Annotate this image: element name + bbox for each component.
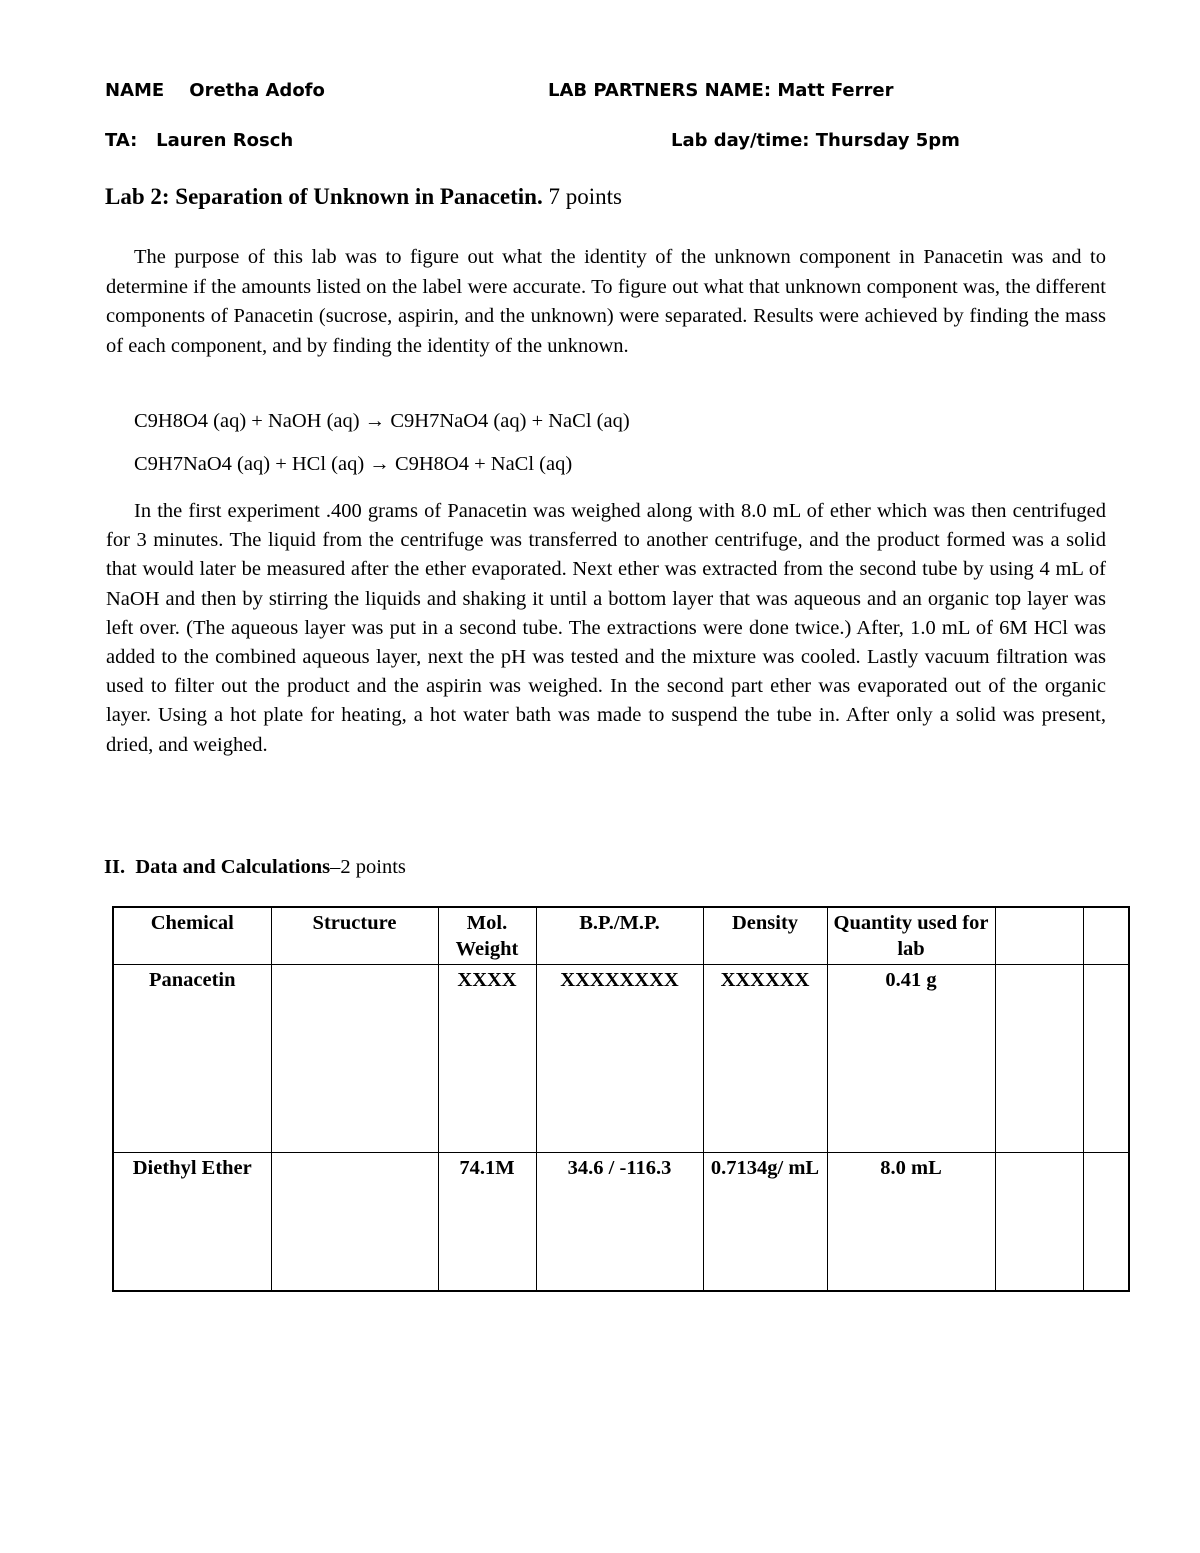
table-header-cell: Chemical [113,907,271,965]
name-value: Oretha Adofo [189,80,325,101]
ta-value: Lauren Rosch [156,130,294,151]
name-field [105,80,325,101]
table-cell [995,1153,1083,1291]
purpose-text: The purpose of this lab was to figure out what the identity of the unknown component in Panacetin was and to determine if the amounts listed on the label were accurate. To figure out what that unknown component was, the different components of Panacetin (sucrose, aspirin, and the unknown) were separated. Results were achieved by finding the mass of each component, and by finding the identity of the unknown. [106,246,1106,357]
equation-1-right: C9H7NaO4 (aq) + NaCl (aq) [390,410,630,432]
table-row [113,1153,1129,1291]
arrow-right-icon: → [364,410,386,432]
title-main: Lab 2: Separation of Unknown in Panacetin. [105,184,543,209]
table-cell: 34.6 / -116.3 [536,1153,703,1291]
ta-field [105,130,293,151]
table-cell [1083,1153,1129,1291]
table-cell: 74.1M [438,1153,536,1291]
section-title: Data and Calculations [135,856,331,878]
table-header-cell: Quantity used for lab [827,907,995,965]
equation-1 [134,410,630,433]
section-points: –2 points [330,856,406,878]
equation-2-right: C9H8O4 + NaCl (aq) [394,453,573,475]
table-header-cell: Mol. Weight [438,907,536,965]
lab-day-label: Lab day/time: [671,130,810,151]
table-cell: Diethyl Ether [113,1153,271,1291]
lab-partner-field [548,80,893,101]
purpose-paragraph [106,243,1106,361]
table-cell [271,965,438,1153]
table-cell: 8.0 mL [827,1153,995,1291]
table-cell [271,1153,438,1291]
table-cell: 0.7134g/ mL [703,1153,827,1291]
lab-day-value: Thursday 5pm [815,130,960,151]
arrow-right-icon: → [369,453,390,475]
page-title [105,184,622,210]
partner-label: LAB PARTNERS NAME: [548,80,772,101]
equation-1-left: C9H8O4 (aq) + NaOH (aq) [134,410,360,432]
data-table [112,906,1130,1292]
partner-value: Matt Ferrer [777,80,894,101]
table-cell [1083,965,1129,1153]
table-header-row [113,907,1129,965]
table-header-cell [1083,907,1129,965]
table-header-cell: Structure [271,907,438,965]
table-header-cell: Density [703,907,827,965]
table-cell: XXXX [438,965,536,1153]
ta-label: TA: [105,130,138,151]
table-cell [995,965,1083,1153]
equation-2-left: C9H7NaO4 (aq) + HCl (aq) [134,453,365,475]
table-header-cell: B.P./M.P. [536,907,703,965]
table-row [113,965,1129,1153]
procedure-text: In the first experiment .400 grams of Panacetin was weighed along with 8.0 mL of ether which was then centrifuged for 3 minutes. The liquid from the centrifuge was transferred to another centrifuge, and the product formed was a solid that would later be measured after the ether evaporated. Next ether was extracted from the second tube by using 4 mL of NaOH and then by stirring the liquids and shaking it until a bottom layer that was aqueous and an organic top layer was left over. (The aqueous layer was put in a second tube. The extractions were done twice.) After, 1.0 mL of 6M HCl was added to the combined aqueous layer, next the pH was tested and the mixture was cooled. Lastly vacuum filtration was used to filter out the product and the aspirin was weighed. In the second part ether was evaporated out of the organic layer. Using a hot plate for heating, a hot water bath was made to suspend the tube in. After only a solid was present, dried, and weighed. [106,500,1106,756]
name-label: NAME [105,80,165,101]
lab-day-field [671,130,960,151]
title-points: 7 points [548,184,622,209]
table-cell: XXXXXXXX [536,965,703,1153]
table-cell: 0.41 g [827,965,995,1153]
procedure-paragraph [106,497,1106,760]
table-header-cell [995,907,1083,965]
table-cell: XXXXXX [703,965,827,1153]
section-heading [104,856,406,879]
equation-2 [134,453,572,476]
table-cell: Panacetin [113,965,271,1153]
section-number: II. [104,856,126,878]
